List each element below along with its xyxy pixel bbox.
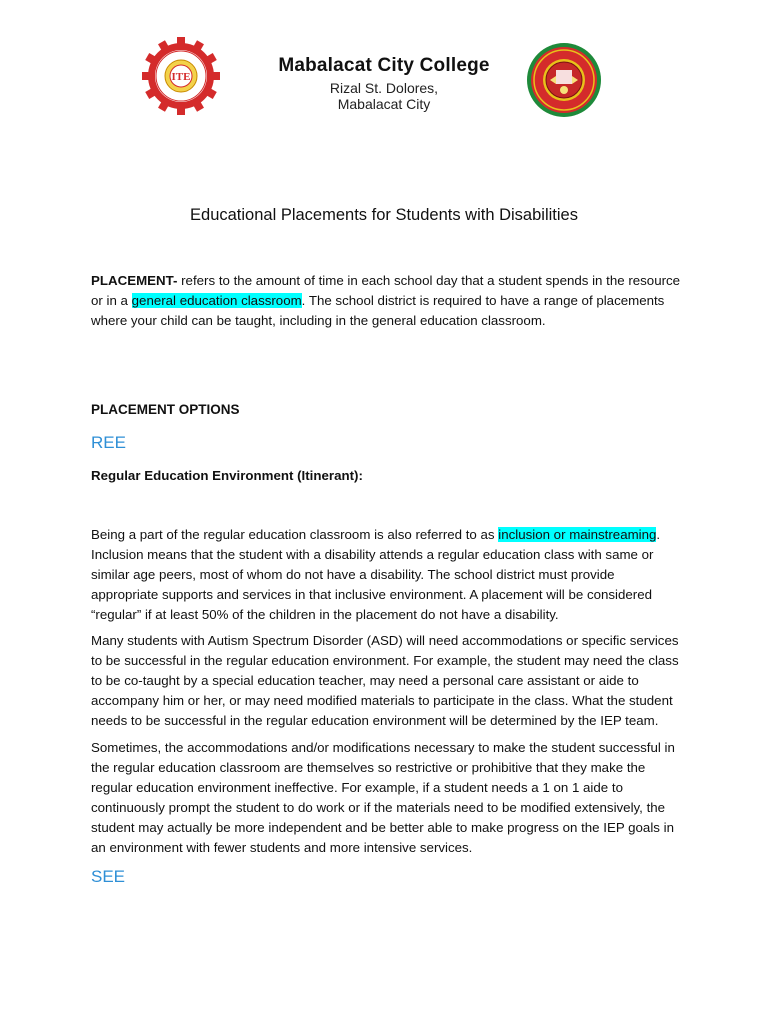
inclusion-highlight: inclusion or mainstreaming	[498, 527, 657, 542]
inclusion-paragraph	[91, 525, 681, 625]
placement-highlight: general education classroom	[131, 293, 302, 308]
college-name: Mabalacat City College	[278, 55, 490, 76]
placement-definition	[91, 271, 681, 331]
placement-term: PLACEMENT-	[91, 273, 178, 288]
accommodations-paragraph: Sometimes, the accommodations and/or modifications necessary to make the student successful in the regular education classroom are themselves so restrictive or prohibitive that they make the regular education environment ineffective. For example, if a student needs a 1 on 1 aide to continuously prompt the student to do work or if the materials need to be modified extensively, the student may actually be more independent and be better able to make progress on the IEP goals in an environment with fewer students and more intensive services.	[91, 740, 675, 855]
document-title: Educational Placements for Students with Disabilities	[190, 206, 578, 224]
asd-paragraph: Many students with Autism Spectrum Disorder (ASD) will need accommodations or specific services to be successful in the regular education environment. For example, the student may need the class to be co-taught by a special education teacher, may need a personal care assistant or aide to accompany him or her, or may need modified materials to participate in the class. What the student needs to be successful in the regular education environment will be determined by the IEP team.	[91, 633, 679, 728]
ree-heading: REE	[91, 433, 126, 452]
mcc-seal-logo	[526, 42, 602, 118]
ite-seal-logo	[136, 37, 226, 115]
placement-text-before: refers to the amount of time in each school day that a student spends in the resource or in a	[91, 273, 681, 308]
inclusion-text-after: . Inclusion means that the student with a disability attends a regular education class with same or similar age peers, most of whom do not have a disability. The school district must provide appropriate supports and services in that inclusive environment. A placement will be considered “regular” if at least 50% of the children in the placement do not have a disability.	[91, 527, 661, 622]
see-heading: SEE	[91, 867, 126, 886]
placement-text-after: . The school district is required to have a range of placements where your child can be taught, including in the general education classroom.	[91, 293, 665, 328]
ite-seal-initials: ITE	[171, 71, 191, 83]
address-line-2: Mabalacat City	[337, 96, 431, 112]
placement-options-heading: PLACEMENT OPTIONS	[91, 402, 240, 417]
regular-education-heading: Regular Education Environment (Itinerant):	[91, 468, 363, 483]
letterhead	[230, 55, 538, 112]
address-line-1: Rizal St. Dolores,	[329, 80, 439, 96]
inclusion-text-before: Being a part of the regular education classroom is also referred to as	[91, 527, 499, 542]
